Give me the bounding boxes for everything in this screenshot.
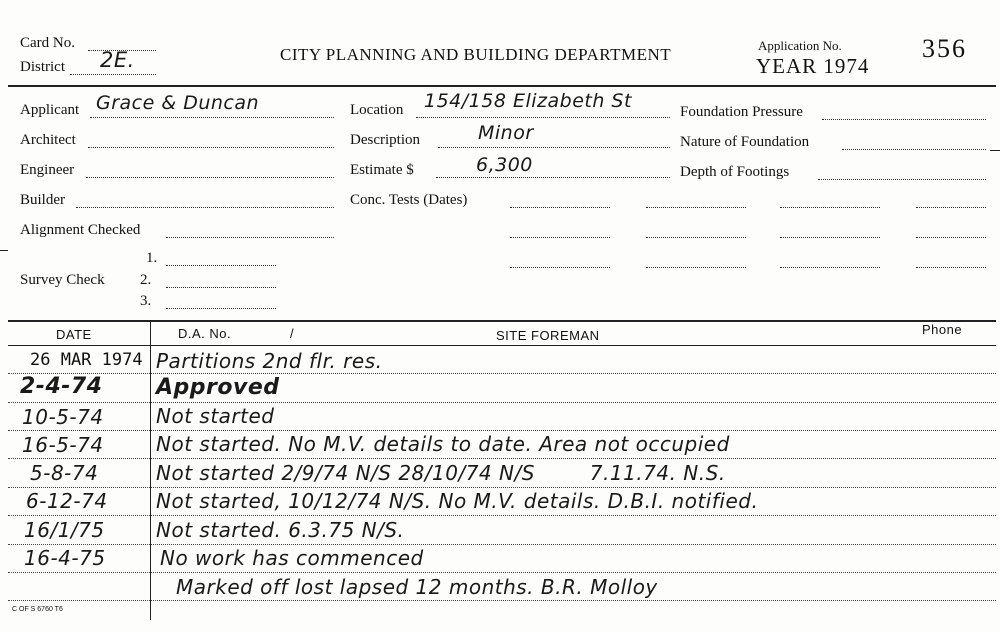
log-date: 10-5-74 [22, 405, 104, 429]
estimate-value: 6,300 [476, 154, 533, 176]
survey-num-2: 2. [140, 272, 152, 288]
application-number: 356 [922, 34, 967, 63]
conc-line-r2-c2 [646, 237, 746, 238]
conc-line-r2-c4 [916, 237, 986, 238]
location-dots [416, 117, 670, 118]
survey-dots-1 [166, 265, 276, 266]
log-row-rule [8, 402, 996, 403]
log-row-rule [8, 544, 996, 545]
district-value: 2E. [100, 48, 135, 72]
log-note: Not started. 6.3.75 N/S. [156, 518, 405, 542]
foundation-pressure-dots [822, 119, 986, 120]
builder-label: Builder [20, 192, 65, 208]
description-value: Minor [478, 122, 534, 144]
log-date: 6-12-74 [26, 489, 108, 513]
log-note: Not started [156, 404, 275, 428]
col-header-date: DATE [56, 327, 92, 342]
survey-num-1: 1. [146, 250, 158, 266]
conc-line-r2-c1 [510, 237, 610, 238]
builder-dots [76, 207, 334, 208]
edge-tick-left [0, 250, 8, 251]
header-rule [8, 85, 996, 87]
log-date-stamp: 26 MAR 1974 [30, 350, 143, 370]
col-header-phone: Phone [922, 322, 963, 337]
conc-line-r1-c2 [646, 207, 746, 208]
log-date: 16/1/75 [24, 518, 105, 542]
log-note: Marked off lost lapsed 12 months. B.R. Molloy [176, 575, 658, 599]
depth-footings-dots [818, 179, 986, 180]
log-row-rule [8, 458, 996, 459]
location-label: Location [350, 102, 404, 118]
conc-line-r3-c3 [780, 267, 880, 268]
log-note: No work has commenced [160, 546, 424, 570]
log-note: Partitions 2nd flr. res. [156, 349, 383, 373]
log-row-rule [8, 572, 996, 573]
log-note: Not started. No M.V. details to date. Area not occupied [156, 432, 730, 456]
log-row-rule [8, 600, 996, 601]
estimate-dots [436, 177, 670, 178]
nature-foundation-dots [842, 149, 986, 150]
engineer-label: Engineer [20, 162, 75, 178]
estimate-label: Estimate $ [350, 162, 414, 178]
survey-dots-2 [166, 287, 276, 288]
description-label: Description [350, 132, 420, 148]
log-top-rule [8, 320, 996, 322]
department-title: CITY PLANNING AND BUILDING DEPARTMENT [280, 45, 672, 64]
conc-line-r2-c3 [780, 237, 880, 238]
conc-line-r3-c2 [646, 267, 746, 268]
application-no-label: Application No. [758, 38, 842, 53]
engineer-dots [86, 177, 334, 178]
log-date: 16-5-74 [22, 433, 104, 457]
log-row-rule [8, 515, 996, 516]
log-note: Not started, 10/12/74 N/S. No M.V. details. D.B.I. notified. [156, 489, 759, 513]
col-header-site-foreman: SITE FOREMAN [496, 328, 600, 343]
applicant-dots [90, 117, 334, 118]
architect-label: Architect [20, 132, 76, 148]
log-note: Approved [156, 375, 280, 400]
depth-footings-label: Depth of Footings [680, 164, 790, 180]
nature-foundation-label: Nature of Foundation [680, 134, 810, 150]
survey-check-label: Survey Check [20, 272, 105, 288]
log-note: Not started 2/9/74 N/S 28/10/74 N/S 7.11.74. N.S. [156, 461, 726, 485]
log-date: 5-8-74 [30, 461, 99, 485]
log-date-divider [150, 320, 151, 620]
location-value: 154/158 Elizabeth St [424, 90, 632, 112]
col-header-da-no: D.A. No. [178, 326, 232, 341]
conc-line-r1-c1 [510, 207, 610, 208]
conc-line-r1-c4 [916, 207, 986, 208]
description-dots [438, 147, 670, 148]
log-header-rule [8, 345, 996, 346]
log-row-rule [8, 373, 996, 374]
log-row-rule [8, 430, 996, 431]
conc-line-r1-c3 [780, 207, 880, 208]
district-dots [70, 74, 156, 75]
form-code: C OF S 6760 T6 [12, 606, 63, 613]
survey-dots-3 [166, 308, 276, 309]
conc-line-r3-c4 [916, 267, 986, 268]
alignment-label: Alignment Checked [20, 222, 141, 238]
log-date: 16-4-75 [24, 546, 106, 570]
district-label: District [20, 59, 65, 75]
applicant-label: Applicant [20, 102, 80, 118]
log-row-rule [8, 487, 996, 488]
conc-line-r3-c1 [510, 267, 610, 268]
survey-num-3: 3. [140, 293, 152, 309]
year-label: YEAR 1974 [756, 54, 870, 78]
alignment-dots [166, 237, 334, 238]
card-no-label: Card No. [20, 35, 75, 51]
architect-dots [88, 147, 334, 148]
edge-tick-right [990, 150, 1000, 151]
applicant-value: Grace & Duncan [96, 92, 260, 114]
conc-tests-label: Conc. Tests (Dates) [350, 192, 468, 208]
col-header-slash: / [290, 326, 295, 341]
log-date: 2-4-74 [20, 374, 103, 399]
foundation-pressure-label: Foundation Pressure [680, 104, 803, 120]
